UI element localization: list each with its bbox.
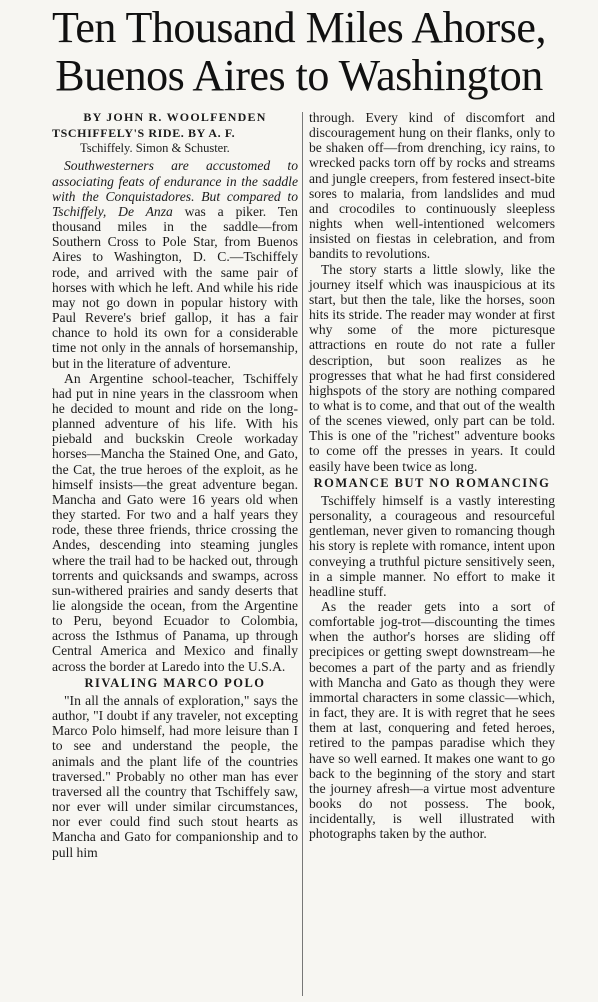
headline-line-1: Ten Thousand Miles Ahorse, <box>52 3 546 52</box>
paragraph-continued: through. Every kind of discomfort and discouragement hung on their flanks, only to be shaken off—from drenching, icy rains, to wrecked packs torn off by rocks and streams and jungle creepers, from festered insect-bite sores to malaria, from landslides and mud and crocodiles to continuously sleepless nights when well-intentioned welcomers insisted on fiestas in celebration, and from bandits to revolutions. <box>309 110 555 262</box>
paragraph: An Argentine school-teacher, Tschiffely had put in nine years in the classroom when he decided to mount and ride on the long-planned adventure of his life. With his piebald and buckskin Creole workaday horses—Mancha the Stained One, and Gato, the Cat, the true heroes of the exploit, as he himself insists—the great adventure began. Mancha and Gato were 16 years old when they started. For two and a half years they rode, these three friends, thrice crossing the Andes, descending into steaming jungles where the trail had to be hacked out, through torrents and quicksands and swamps, across sun-withered prairies and sandy deserts that lie alongside the ocean, from the Argentine to Peru, beyond Ecuador to Colombia, across the Isthmus of Panama, up through Central America and Mexico and finally across the border at Laredo into the U.S.A. <box>52 370 298 674</box>
headline-line-2: Buenos Aires to Washington <box>55 51 543 100</box>
paragraph-text: was a piker. Ten thousand miles in the saddle—from Southern Cross to Pole Star, from Buenos Aires to Washington, D. C.—Tschiffely rode, and arrived with the same pair of horses with which he left. And while his ride may not go down in popular history with Paul Revere's brief gallop, it has a fair chance to hold its own for a considerable time not only in the annals of horsemanship, but in the literature of adventure. <box>52 203 298 371</box>
italic-lead: Southwesterners are accustomed to associating feats of endurance in the saddle with the Conquistadores. But compared to Tschiffely, De Anza <box>52 158 298 219</box>
paragraph: "In all the annals of exploration," says the author, "I doubt if any traveler, not excepting Marco Polo himself, had more leisure than I to see and understand the people, the animals and the plant life of the countries traversed." Probably no other man has ever traversed all the country that Tschiffely saw, nor ever will under similar circumstances, nor ever could find such stout hearts as Mancha and Gato for companionship and to pull him <box>52 692 298 860</box>
paragraph: As the reader gets into a sort of comfortable jog-trot—discounting the times when the author's horses are sliding off precipices or getting swept downstream—he becomes a part of the party and as friendly with Mancha and Gato as though they were immortal characters in some classic—which, in fact, they are. It is with regret that he sees them at last, conquering and feted heroes, retired to the pampas paradise which they have so well earned. It makes one want to go back to the beginning of the story and start the journey afresh—a virtue most adventure books do not possess. The book, incidentally, is well illustrated with photographs taken by the author. <box>309 599 555 842</box>
paragraph: The story starts a little slowly, like the journey itself which was inauspicious at its start, but then the tale, like the horses, soon hits its stride. The reader may wonder at first why some of the more picturesque attractions en route do not rate a fuller description, but soon realizes as he progresses that what he had first considered highspots of the story are nothing compared to what is to come, and that out of the wealth of the scenes viewed, only part can be told. This is one of the "richest" adventure books to come off the presses in years. It could easily have been twice as long. <box>309 261 555 474</box>
article-column-right <box>309 110 555 842</box>
byline: BY JOHN R. WOOLFENDEN <box>83 110 267 124</box>
article-column-left <box>52 110 298 860</box>
subhead: RIVALING MARCO POLO <box>84 675 266 690</box>
book-credit-details: Tschiffely. Simon & Schuster. <box>80 141 230 156</box>
headline <box>0 4 598 100</box>
paragraph <box>52 158 298 370</box>
column-rule <box>302 112 303 996</box>
paragraph: Tschiffely himself is a vastly interesting personality, a courageous and resourceful gentleman, never given to romancing though his story is replete with romance, intent upon conveying a truthful picture sensitively seen, in a simple manner. No effort to make it headline stuff. <box>309 492 555 599</box>
subhead: ROMANCE BUT NO ROMANCING <box>313 475 551 490</box>
book-credit-title: TSCHIFFELY'S RIDE. BY A. F. <box>52 126 236 141</box>
